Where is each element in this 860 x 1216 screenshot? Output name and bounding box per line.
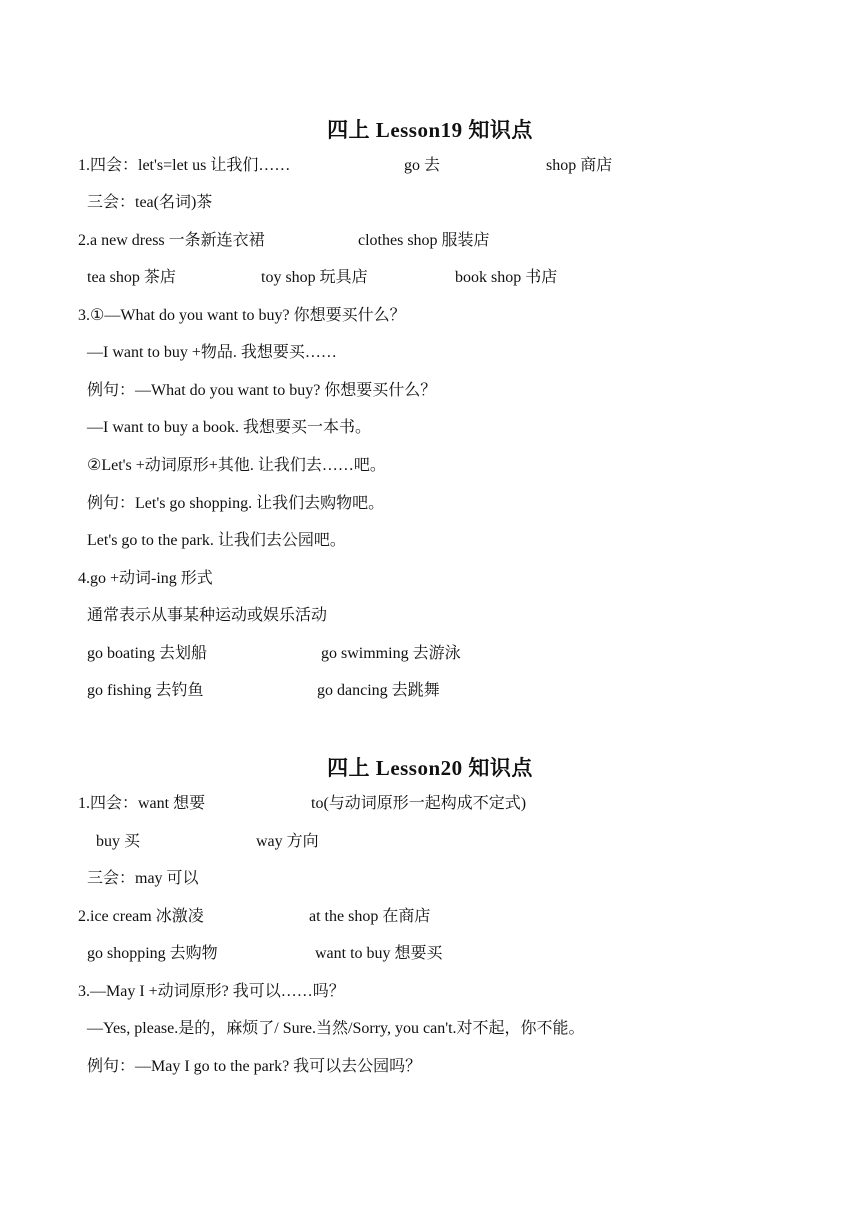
l20-s1-buy: buy 买 — [96, 833, 141, 850]
l19-s2-dress: 2.a new dress 一条新连衣裙 — [78, 232, 265, 249]
l20-s3-example: 例句：—May I go to the park? 我可以去公园吗？ — [87, 1058, 422, 1075]
l20-s3-reply: —Yes, please.是的，麻烦了/ Sure.当然/Sorry, you can't.对不起，你不能。 — [87, 1020, 585, 1037]
l20-s1-to: to(与动词原形一起构成不定式) — [311, 795, 527, 812]
l20-s1-want: 1.四会：want 想要 — [78, 795, 206, 812]
l19-s2-tea: tea shop 茶店 — [87, 269, 176, 286]
l19-s4-go-ing: 4.go +动词-ing 形式 — [78, 570, 213, 587]
l19-s4-boating: go boating 去划船 — [87, 645, 207, 662]
l19-s3-example-question: 例句：—What do you want to buy? 你想要买什么？ — [87, 382, 437, 399]
l19-s2-toy: toy shop 玩具店 — [261, 269, 368, 286]
l20-s2-go-shopping: go shopping 去购物 — [87, 945, 218, 962]
l20-s3-may: 3.—May I +动词原形? 我可以……吗？ — [78, 983, 345, 1000]
l19-s1-shop: shop 商店 — [546, 157, 613, 174]
l19-s3-answer: —I want to buy +物品. 我想要买…… — [87, 344, 337, 361]
l19-s2-book: book shop 书店 — [455, 269, 558, 286]
l19-s4-dancing: go dancing 去跳舞 — [317, 682, 440, 699]
l19-s3-question: 3.①—What do you want to buy? 你想要买什么？ — [78, 307, 406, 324]
l20-s1-way: way 方向 — [256, 833, 319, 850]
lesson20-title: 四上 Lesson20 知识点 — [327, 756, 533, 780]
l19-s3-lets: ②Let's +动词原形+其他. 让我们去……吧。 — [87, 457, 386, 474]
l19-s4-swimming: go swimming 去游泳 — [321, 645, 461, 662]
l19-s4-description: 通常表示从事某种运动或娱乐活动 — [87, 607, 328, 624]
l19-s1-three: 三会：tea(名词)茶 — [87, 194, 213, 211]
l19-s4-fishing: go fishing 去钓鱼 — [87, 682, 204, 699]
l20-s2-want-to-buy: want to buy 想要买 — [315, 945, 443, 962]
l19-s3-example-answer: —I want to buy a book. 我想要买一本书。 — [87, 419, 371, 436]
l20-s2-at-shop: at the shop 在商店 — [309, 908, 431, 925]
l19-s1-go: go 去 — [404, 157, 441, 174]
l19-s1-letus: 1.四会：let's=let us 让我们…… — [78, 157, 291, 174]
l19-s3-example-3: Let's go to the park. 让我们去公园吧。 — [87, 532, 346, 549]
l20-s1-three: 三会：may 可以 — [87, 870, 199, 887]
lesson19-title: 四上 Lesson19 知识点 — [327, 118, 533, 142]
l20-s2-ice-cream: 2.ice cream 冰激凌 — [78, 908, 204, 925]
l19-s3-example-2: 例句：Let's go shopping. 让我们去购物吧。 — [87, 495, 385, 512]
l19-s2-clothes: clothes shop 服装店 — [358, 232, 490, 249]
